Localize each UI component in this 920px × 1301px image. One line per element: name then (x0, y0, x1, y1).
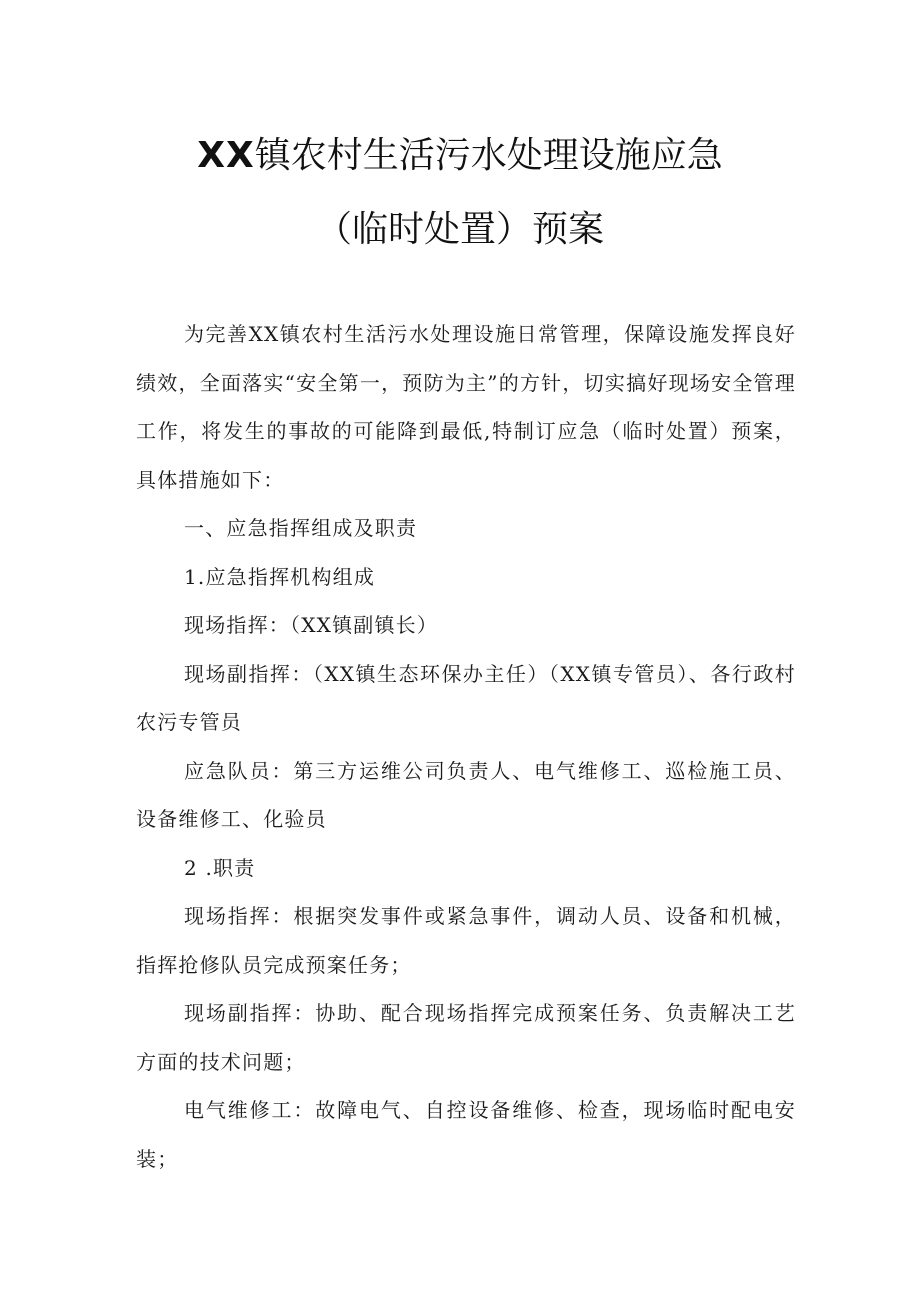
subsection-heading-2: 2 .职责 (184, 855, 256, 880)
paragraph-emergency-team: 应急队员：第三方运维公司负责人、电气维修工、巡检施工员、设备维修工、化验员 (136, 758, 796, 831)
document-title-line-2: （临时处置）预案 (315, 209, 604, 250)
title-rest: 镇农村生活污水处理设施应急 (254, 135, 723, 176)
paragraph-commander: 现场指挥：（XX镇副镇长） (184, 613, 439, 637)
subsection-heading-1: 1.应急指挥机构组成 (184, 564, 376, 589)
paragraph-intro: 为完善XX镇农村生活污水处理设施日常管理，保障设施发挥良好绩效，全面落实“安全第一，预防为主”的方针，切实搞好现场安全管理工作，将发生的事故的可能降到最低,特制订应急（临时处置）预案，具体措施如下： (136, 322, 796, 492)
paragraph-commander-duty: 现场指挥：根据突发事件或紧急事件，调动人员、设备和机械，指挥抢修队员完成预案任务； (136, 904, 796, 977)
document-body (136, 310, 796, 1183)
paragraph-deputy-duty: 现场副指挥：协助、配合现场指挥完成预案任务、负责解决工艺方面的技术问题； (136, 1001, 796, 1074)
title-prefix: XX (197, 135, 255, 176)
paragraph-deputy-commander: 现场副指挥：（XX镇生态环保办主任）（XX镇专管员）、各行政村农污专管员 (136, 661, 796, 734)
paragraph-electrician-duty: 电气维修工：故障电气、自控设备维修、检查，现场临时配电安装； (136, 1098, 796, 1171)
document-title-line-1 (0, 134, 920, 178)
section-heading-1: 一、应急指挥组成及职责 (184, 516, 418, 540)
